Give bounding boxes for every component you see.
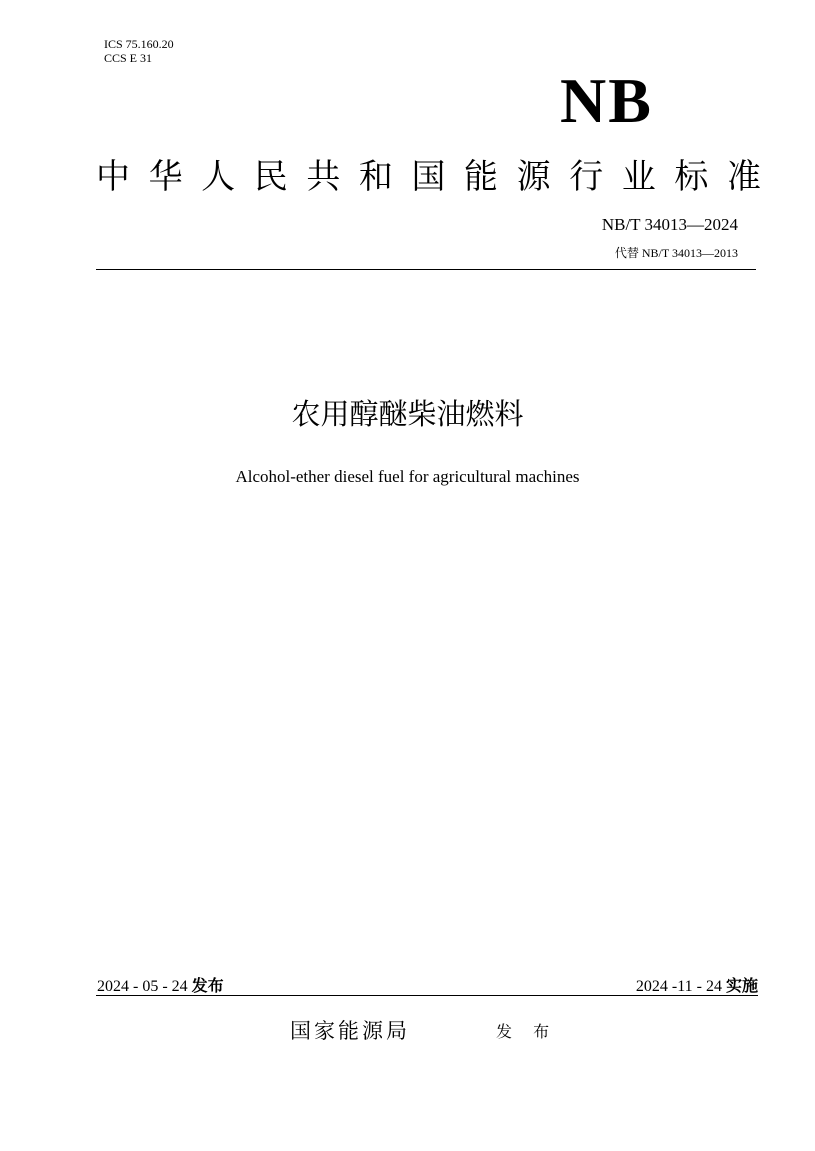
standard-type-char: 源 — [516, 157, 551, 197]
publish-label: 发布 — [191, 976, 224, 995]
standard-type-char: 和 — [358, 157, 393, 197]
publish-date: 2024 - 05 - 24 — [97, 978, 188, 995]
standard-type-char: 中 — [96, 157, 130, 197]
nb-logo: NB — [560, 65, 653, 136]
standard-type-char: 共 — [306, 157, 341, 197]
standard-type-char: 华 — [148, 157, 183, 197]
ccs-code: CCS E 31 — [104, 51, 153, 65]
ics-code: ICS 75.160.20 — [104, 37, 174, 51]
standard-type-char: 人 — [201, 157, 236, 197]
footer-divider — [96, 995, 758, 996]
standard-type-char: 标 — [674, 157, 709, 197]
standard-type-char: 国 — [411, 157, 446, 197]
standard-type-char: 民 — [253, 157, 288, 197]
standard-type-heading — [96, 152, 761, 202]
issue-label: 发 布 — [496, 1022, 558, 1041]
implement-date: 2024 -11 - 24 — [635, 978, 722, 995]
standard-type-char: 能 — [464, 157, 499, 197]
header-divider — [96, 269, 756, 270]
replaces-standard: 代替 NB/T 34013—2013 — [614, 246, 738, 260]
standard-type-char: 行 — [569, 157, 604, 197]
standard-type-char: 业 — [621, 157, 656, 197]
document-title-english: Alcohol-ether diesel fuel for agricultural machines — [235, 467, 580, 486]
implement-label: 实施 — [725, 976, 758, 995]
standard-number: NB/T 34013—2024 — [601, 215, 738, 234]
document-title-chinese: 农用醇醚柴油燃料 — [291, 397, 524, 431]
issuing-authority: 国家能源局 — [290, 1019, 410, 1043]
classification-codes — [104, 37, 174, 65]
standard-type-char: 准 — [726, 157, 761, 197]
